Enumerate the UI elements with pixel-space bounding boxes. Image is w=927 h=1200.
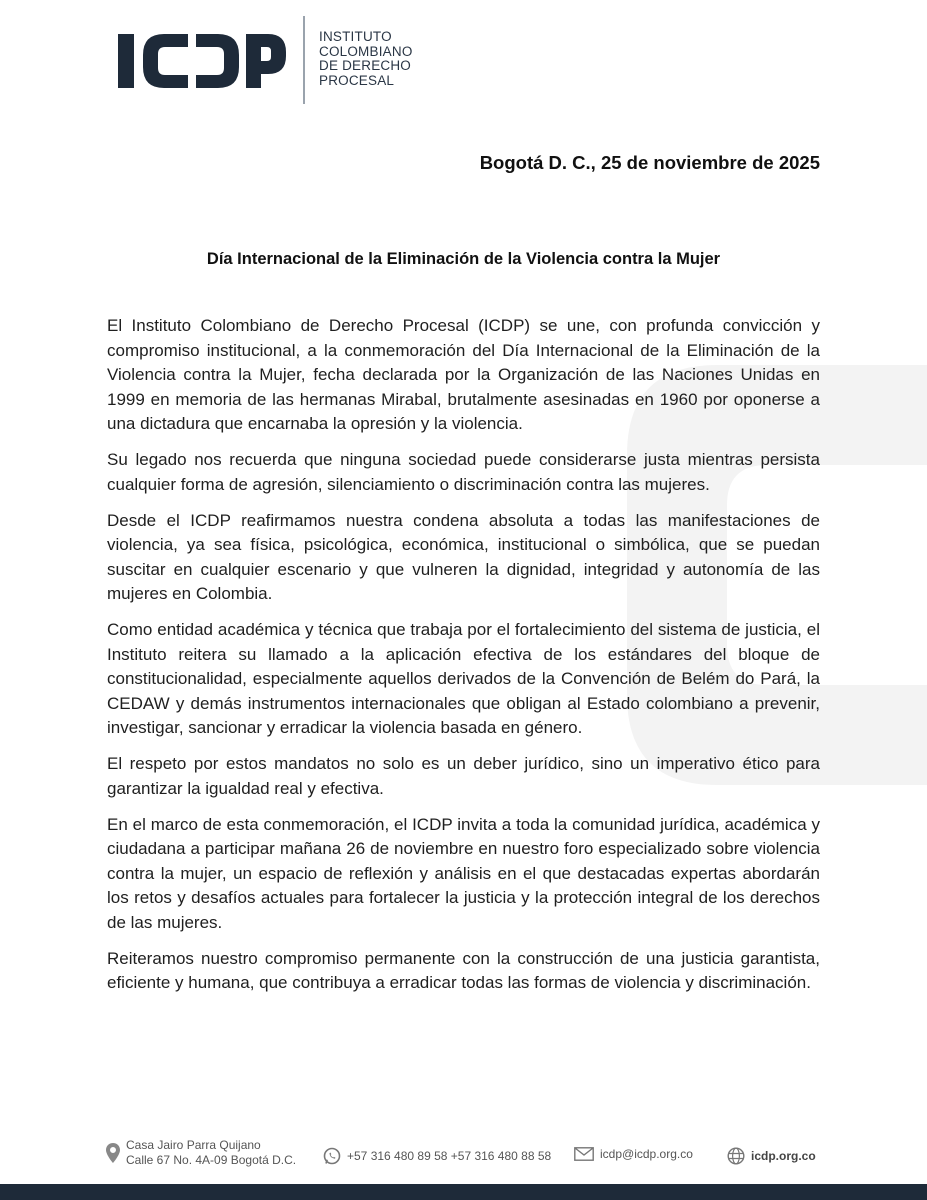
address-line-1: Casa Jairo Parra Quijano [126, 1138, 261, 1152]
institute-name: INSTITUTO COLOMBIANO DE DERECHO PROCESAL [319, 29, 413, 88]
paragraph: Reiteramos nuestro compromiso permanente con la construcción de una justicia garantista, eficiente y humana, que contribuya a erradicar todas las formas de violencia y discriminación. [107, 948, 820, 992]
footer [0, 1130, 927, 1200]
address-line-2: Calle 67 No. 4A-09 Bogotá D.C. [126, 1152, 297, 1167]
email-link[interactable]: icdp@icdp.org.co [600, 1147, 693, 1161]
footer-email [574, 1147, 693, 1161]
letterhead [118, 10, 418, 105]
icdp-logo [118, 32, 288, 90]
website-link[interactable]: icdp.org.co [751, 1149, 816, 1163]
phone-numbers[interactable]: +57 316 480 89 58 +57 316 480 88 58 [347, 1149, 552, 1163]
paragraph: Desde el ICDP reafirmamos nuestra condena absoluta a todas las manifestaciones de violencia, ya sea física, psicológica, económica, institucional o simbólica, que se puedan suscitar en cualquier escenario y que vulneren la dignidad, integridad y autonomía de las mujeres en Colombia. [107, 510, 820, 603]
footer-address [106, 1138, 296, 1167]
location-pin-icon [106, 1143, 120, 1163]
paragraph: Como entidad académica y técnica que trabaja por el fortalecimiento del sistema de justicia, el Instituto reitera su llamado a la aplicación efectiva de los estándares del bloque de constitucionalidad, especialmente aquellos derivados de la Convención de Belém do Pará, la CEDAW y demás instrumentos internacionales que obligan al Estado colombiano a prevenir, investigar, sancionar y erradicar la violencia basada en género. [107, 620, 820, 737]
whatsapp-icon [323, 1147, 341, 1165]
paragraph: El respeto por estos mandatos no solo es un deber jurídico, sino un imperativo ético para garantizar la igualdad real y efectiva. [107, 754, 820, 798]
paragraph: En el marco de esta conmemoración, el ICDP invita a toda la comunidad jurídica, académica y ciudadana a participar mañana 26 de noviembre en nuestro foro especializado sobre violencia contra la mujer, un espacio de reflexión y análisis en el que destacadas expertas abordarán los retos y desafíos actuales para fortalecer la justicia y la protección integral de los derechos de las mujeres. [107, 814, 820, 932]
header-divider [303, 16, 305, 104]
letter-date: Bogotá D. C., 25 de noviembre de 2025 [479, 152, 820, 173]
mail-icon [574, 1147, 594, 1161]
globe-icon [727, 1147, 745, 1165]
paragraph: El Instituto Colombiano de Derecho Procesal (ICDP) se une, con profunda convicción y compromiso institucional, a la conmemoración del Día Internacional de la Eliminación de la Violencia contra la Mujer, fecha declarada por la Organización de las Naciones Unidas en 1999 en memoria de las hermanas Mirabal, brutalmente asesinadas en 1960 por oponerse a una dictadura que encarnaba la opresión y la violencia. [107, 316, 820, 433]
paragraph: Su legado nos recuerda que ninguna sociedad puede considerarse justa mientras persista cualquier forma de agresión, silenciamiento o discriminación contra las mujeres. [107, 450, 820, 494]
letter-body [107, 314, 820, 1007]
footer-website [727, 1147, 816, 1165]
letter-title: Día Internacional de la Eliminación de la Violencia contra la Mujer [206, 250, 721, 268]
footer-phones [323, 1147, 551, 1165]
